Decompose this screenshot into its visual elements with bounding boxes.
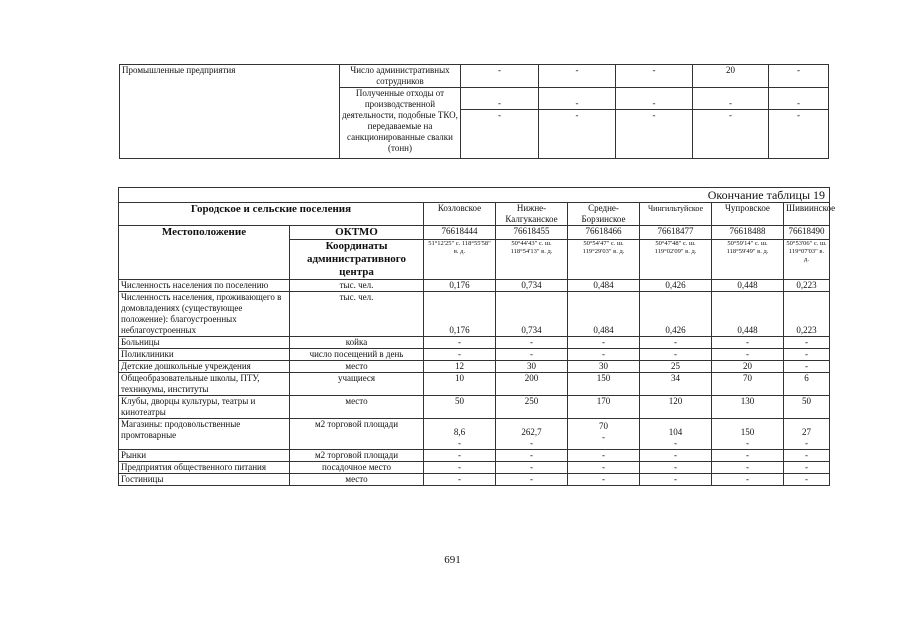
indicator-cell: Число административных сотрудников: [340, 65, 461, 88]
table-row: [119, 396, 830, 419]
oktmo-value: 76618490: [784, 226, 830, 240]
value-cell: 0,734: [496, 280, 568, 292]
value-secondary: -: [458, 438, 461, 448]
table-title: Окончание таблицы 19: [119, 188, 830, 203]
value-primary: 70: [599, 421, 608, 431]
value-cell: -: [496, 337, 568, 349]
value-cell: 0,448: [712, 292, 784, 337]
value-cell: -: [568, 349, 640, 361]
value-cell: -: [712, 337, 784, 349]
value-cell: -: [640, 462, 712, 474]
table-row: [119, 337, 830, 349]
value-cell: -: [496, 349, 568, 361]
value-cell: 0,484: [568, 280, 640, 292]
coords-value: 50°44'43" с. ш. 118°54'13" в. д.: [496, 240, 568, 280]
value-cell: -: [693, 88, 769, 110]
oktmo-value: 76618444: [424, 226, 496, 240]
row-unit: тыс. чел.: [290, 280, 424, 292]
value-cell: -: [424, 349, 496, 361]
settlement-name: Чингильтуйское: [640, 203, 712, 226]
row-unit: м2 торговой площади: [290, 419, 424, 450]
value-primary: 104: [668, 427, 683, 437]
settlement-name: Шивиинское: [784, 203, 830, 226]
table-row: [119, 474, 830, 486]
value-cell: 0,176: [424, 292, 496, 337]
value-cell: 200: [496, 373, 568, 396]
settlement-name: Козловское: [424, 203, 496, 226]
row-unit: число посещений в день: [290, 349, 424, 361]
value-cell: -: [616, 88, 693, 110]
value-cell: -: [568, 474, 640, 486]
value-cell: 30: [496, 361, 568, 373]
value-cell: -: [784, 337, 830, 349]
value-cell: [640, 419, 712, 450]
value-cell: 0,176: [424, 280, 496, 292]
value-cell: 34: [640, 373, 712, 396]
value-cell: 20: [693, 65, 769, 88]
value-cell: 12: [424, 361, 496, 373]
top-table: [119, 64, 829, 159]
value-cell: 0,223: [784, 280, 830, 292]
settlement-name: Чупровское: [712, 203, 784, 226]
value-cell: 250: [496, 396, 568, 419]
row-label: Предприятия общественного питания: [119, 462, 290, 474]
oktmo-value: 76618477: [640, 226, 712, 240]
value-cell: -: [712, 450, 784, 462]
value-cell: [712, 419, 784, 450]
value-cell: -: [640, 337, 712, 349]
table-row: [119, 292, 830, 337]
value-primary: 8,6: [453, 427, 466, 437]
row-label: Численность населения, проживающего в домовладениях (существующее положение): благоустроенных неблагоустроенных: [119, 292, 290, 337]
value-cell: 130: [712, 396, 784, 419]
value-cell: -: [784, 349, 830, 361]
row-unit: м2 торговой площади: [290, 450, 424, 462]
row-label: Поликлиники: [119, 349, 290, 361]
coords-value: 50°59'14" с. ш. 118°59'49" в. д.: [712, 240, 784, 280]
row-label: Магазины: продовольственные промтоварные: [119, 419, 290, 450]
coords-value: 50°47'48" с. ш. 119°02'09" в. д.: [640, 240, 712, 280]
row-unit: тыс. чел.: [290, 292, 424, 337]
value-cell: 0,484: [568, 292, 640, 337]
row-unit: место: [290, 396, 424, 419]
row-label: Общеобразовательные школы, ПТУ, техникумы, институты: [119, 373, 290, 396]
table-row: [119, 280, 830, 292]
value-cell: 50: [784, 396, 830, 419]
table-row: [120, 65, 829, 88]
value-primary: 150: [740, 427, 755, 437]
row-unit: койка: [290, 337, 424, 349]
value-cell: -: [424, 462, 496, 474]
settlement-name: Средне-Борзинское: [568, 203, 640, 226]
table-row: [119, 349, 830, 361]
oktmo-value: 76618466: [568, 226, 640, 240]
row-label: Клубы, дворцы культуры, театры и кинотеатры: [119, 396, 290, 419]
value-cell: -: [640, 450, 712, 462]
value-cell: 20: [712, 361, 784, 373]
table-row: [119, 462, 830, 474]
page-number: 691: [444, 554, 461, 566]
row-label: Рынки: [119, 450, 290, 462]
value-cell: -: [712, 462, 784, 474]
table-row: [119, 419, 830, 450]
value-secondary: -: [602, 432, 605, 442]
value-cell: -: [693, 110, 769, 159]
row-unit: место: [290, 474, 424, 486]
table-row: [119, 361, 830, 373]
value-primary: 27: [802, 427, 811, 437]
value-cell: 0,426: [640, 292, 712, 337]
value-cell: 6: [784, 373, 830, 396]
value-cell: 50: [424, 396, 496, 419]
row-unit: учащиеся: [290, 373, 424, 396]
value-cell: -: [784, 462, 830, 474]
oktmo-value: 76618488: [712, 226, 784, 240]
value-cell: -: [424, 450, 496, 462]
oktmo-value: 76618455: [496, 226, 568, 240]
value-cell: -: [616, 65, 693, 88]
value-cell: -: [712, 474, 784, 486]
value-secondary: -: [805, 438, 808, 448]
value-cell: -: [424, 337, 496, 349]
value-cell: -: [539, 110, 616, 159]
value-cell: -: [461, 110, 539, 159]
value-cell: 70: [712, 373, 784, 396]
value-cell: -: [424, 474, 496, 486]
value-cell: 0,734: [496, 292, 568, 337]
value-cell: 0,223: [784, 292, 830, 337]
value-cell: -: [496, 450, 568, 462]
settlements-table: [118, 187, 836, 486]
value-cell: 0,426: [640, 280, 712, 292]
value-secondary: -: [530, 438, 533, 448]
value-primary: 262,7: [521, 427, 542, 437]
value-secondary: -: [746, 438, 749, 448]
value-cell: -: [616, 110, 693, 159]
coords-value: 50°54'47" с. ш. 119°29'03" в. д.: [568, 240, 640, 280]
value-cell: -: [568, 450, 640, 462]
header-settlements: Городское и сельские поселения: [119, 203, 424, 226]
value-cell: -: [461, 88, 539, 110]
value-cell: -: [784, 474, 830, 486]
value-cell: [496, 419, 568, 450]
value-cell: 10: [424, 373, 496, 396]
row-label: Детские дошкольные учреждения: [119, 361, 290, 373]
value-cell: -: [496, 474, 568, 486]
value-cell: 0,448: [712, 280, 784, 292]
value-cell: [568, 419, 640, 450]
coords-value: 50°53'06" с. ш. 119°07'03" в. д.: [784, 240, 830, 280]
value-cell: -: [640, 349, 712, 361]
settlement-name: Нижне-Калгуканское: [496, 203, 568, 226]
value-cell: 25: [640, 361, 712, 373]
table-row: [119, 373, 830, 396]
category-cell: Промышленные предприятия: [120, 65, 340, 159]
value-cell: 150: [568, 373, 640, 396]
value-cell: -: [568, 337, 640, 349]
value-cell: 170: [568, 396, 640, 419]
value-cell: -: [539, 65, 616, 88]
value-cell: -: [784, 361, 830, 373]
value-cell: -: [568, 462, 640, 474]
row-unit: посадочное место: [290, 462, 424, 474]
coords-value: 51°12'25" с. 118°55'58" в. д.: [424, 240, 496, 280]
header-row: [119, 203, 830, 226]
row-label: Больницы: [119, 337, 290, 349]
row-label: Гостиницы: [119, 474, 290, 486]
value-cell: [784, 419, 830, 450]
value-cell: -: [769, 65, 829, 88]
oktmo-label: ОКТМО: [290, 226, 424, 240]
row-unit: место: [290, 361, 424, 373]
value-cell: 30: [568, 361, 640, 373]
value-cell: [424, 419, 496, 450]
value-cell: -: [539, 88, 616, 110]
value-cell: -: [769, 110, 829, 159]
value-cell: 120: [640, 396, 712, 419]
value-cell: -: [769, 88, 829, 110]
row-label: Численность населения по поселению: [119, 280, 290, 292]
value-secondary: -: [674, 438, 677, 448]
table-row: [119, 450, 830, 462]
value-cell: -: [712, 349, 784, 361]
oktmo-row: [119, 226, 830, 240]
indicator-cell: Полученные отходы от производственной деятельности, подобные ТКО, передаваемые на санкционированные свалки (тонн): [340, 88, 461, 159]
value-cell: -: [640, 474, 712, 486]
value-cell: -: [496, 462, 568, 474]
value-cell: -: [784, 450, 830, 462]
value-cell: -: [461, 65, 539, 88]
coords-label: Координаты административного центра: [290, 240, 424, 280]
location-label: Местоположение: [119, 226, 290, 280]
